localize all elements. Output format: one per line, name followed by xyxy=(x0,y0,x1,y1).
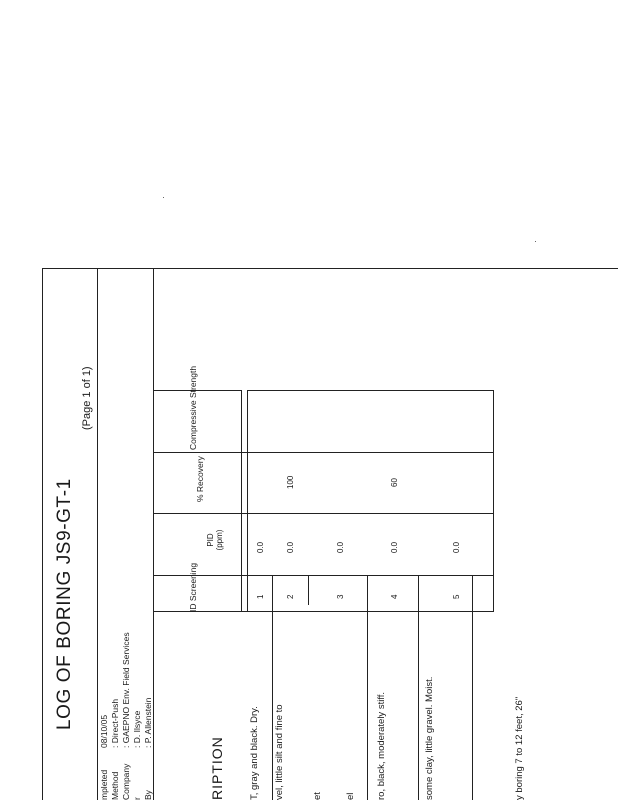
meta-value-date: 08/10/05 xyxy=(99,714,109,748)
header-pid xyxy=(206,518,224,562)
data-area-left-border xyxy=(247,390,248,612)
meta-value-company: : GAEPNO Env. Field Services xyxy=(121,632,131,748)
sample-divider xyxy=(418,575,419,800)
meta-label-by: By xyxy=(143,790,153,800)
header-id-screening: ID Screening xyxy=(188,562,198,612)
description-line: et xyxy=(312,792,323,800)
pid-value: 0.0 xyxy=(286,541,295,553)
description-line: T, gray and black. Dry. xyxy=(249,706,260,800)
meta-label-operator: r xyxy=(132,797,142,800)
pid-value: 0.0 xyxy=(256,541,265,553)
sample-id: 1 xyxy=(256,594,265,599)
meta-label-company: Company xyxy=(121,763,131,800)
sample-divider xyxy=(308,575,309,605)
description-line: vel, little silt and fine to xyxy=(274,704,285,800)
meta-value-operator: : D. Ilsyce xyxy=(132,710,142,748)
sample-id: 2 xyxy=(286,594,295,599)
header-pid-line2: (ppm) xyxy=(215,529,224,551)
pid-value: 0.0 xyxy=(452,541,461,553)
data-area-right-border xyxy=(493,390,494,612)
meta-label-method: Method xyxy=(110,771,120,800)
description-line: y boring 7 to 12 feet, 26" xyxy=(514,696,525,800)
row-divider xyxy=(153,513,493,514)
scan-speck xyxy=(163,197,164,198)
document-title: LOG OF BORING JS9-GT-1 xyxy=(54,478,75,730)
data-area-top-border xyxy=(247,390,493,391)
row-divider xyxy=(153,575,493,576)
sample-id: 3 xyxy=(336,594,345,599)
sample-id: 5 xyxy=(452,594,461,599)
pid-value: 0.0 xyxy=(390,541,399,553)
meta-value-by: : P. Allenstein xyxy=(143,697,153,748)
frame-top-border xyxy=(42,268,618,269)
recovery-value: 60 xyxy=(390,478,399,487)
sample-id: 4 xyxy=(390,594,399,599)
recovery-value: 100 xyxy=(286,475,295,489)
row-divider xyxy=(153,452,493,453)
meta-label-completed: mpleted xyxy=(99,769,109,800)
frame-left-border xyxy=(42,268,43,800)
header-column-divider xyxy=(241,390,242,612)
pid-value: 0.0 xyxy=(336,541,345,553)
header-compressive-strength: Compressive Strength xyxy=(188,365,198,450)
header-recovery: % Recovery xyxy=(195,456,205,502)
sample-divider xyxy=(472,575,473,800)
meta-value-method: : Direct-Push xyxy=(110,698,120,748)
sample-divider xyxy=(367,575,368,800)
description-line: el xyxy=(345,792,356,800)
row-divider xyxy=(153,611,493,612)
description-line: ro, black, moderately stiff. xyxy=(376,691,387,800)
scan-speck xyxy=(535,241,536,242)
header-pid-line1: PID xyxy=(206,533,215,547)
title-block-divider xyxy=(97,268,98,800)
page-indicator: (Page 1 of 1) xyxy=(81,366,93,430)
description-line: some clay, little gravel. Moist. xyxy=(424,676,435,800)
header-description: RIPTION xyxy=(209,736,225,800)
sample-divider xyxy=(272,575,273,800)
